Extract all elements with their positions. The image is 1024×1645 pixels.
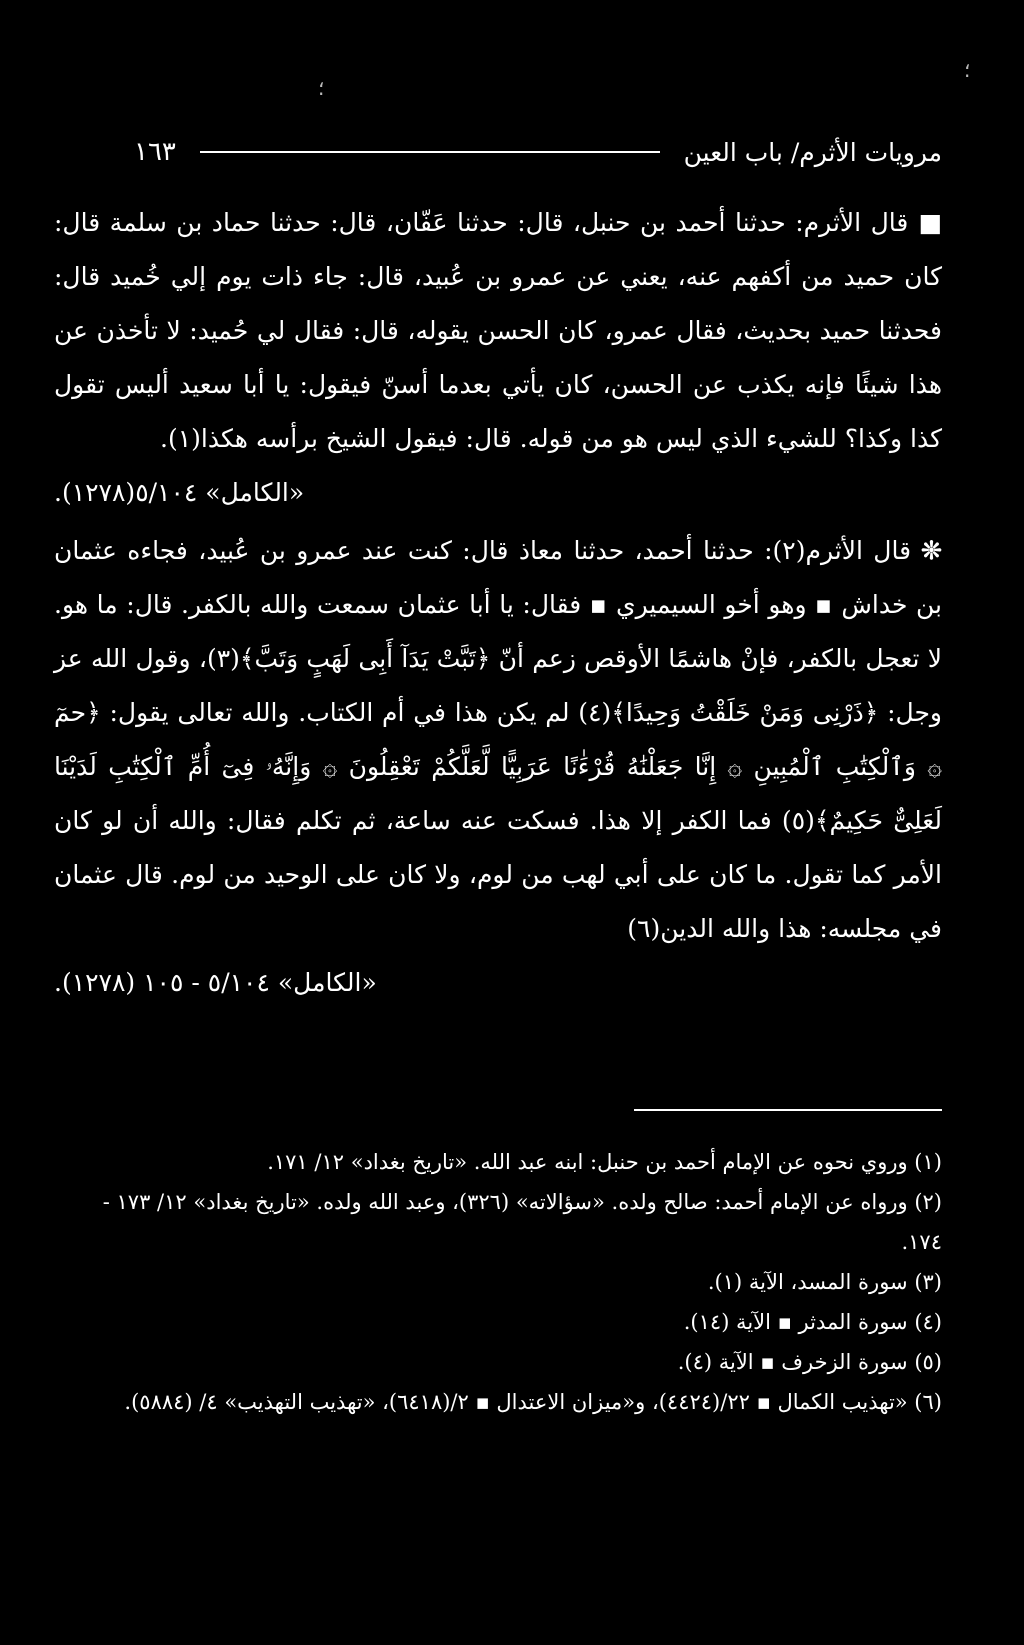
- narration-marker: ❊: [921, 536, 942, 565]
- footnote: (٦) «تهذيب الكمال ▪ ٢٢/(٤٤٢٤)، و«ميزان الاعتدال ▪ ٢/(٦٤١٨)، «تهذيب التهذيب» ٤/ (٥٨٨٤).: [124, 1390, 942, 1414]
- narration-paragraph: [54, 524, 942, 1010]
- running-header: [134, 132, 942, 172]
- footnote: (١) وروي نحوه عن الإمام أحمد بن حنبل: ابنه عبد الله. «تاريخ بغداد» ١٢/ ١٧١.: [267, 1150, 942, 1174]
- footnote: (٤) سورة المدثر ▪ الآية (١٤).: [683, 1310, 942, 1334]
- running-title: مرويات الأثرم/ باب العين: [683, 137, 942, 167]
- source-reference: «الكامل» ٥/١٠٤ - ١٠٥ (١٢٧٨).: [54, 968, 377, 997]
- main-text: [54, 196, 942, 1014]
- scan-speck-top-center: ؛: [318, 76, 325, 100]
- scan-speck-top-right: ؛: [964, 58, 971, 82]
- narration-marker: ■: [918, 208, 942, 237]
- narration-paragraph: [54, 196, 942, 520]
- footnote-separator: [634, 1109, 942, 1111]
- source-reference: «الكامل» ٥/١٠٤(١٢٧٨).: [54, 478, 305, 507]
- narration-text: قال الأثرم: حدثنا أحمد بن حنبل، قال: حدثنا عَفّان، قال: حدثنا حماد بن سلمة قال: كان حميد من أكفهم عنه، يعني عن عمرو بن عُبيد، قال: جاء ذات يوم إلي خُميد قال: فحدثنا حميد بحديث، فقال عمرو، كان الحسن يقوله، قال: فقال لي حُميد: لا تأخذن عن هذا شيئًا فإنه يكذب عن الحسن، كان يأتي بعدما أسنّ فيقول: يا أبا سعيد أليس تقول كذا وكذا؟ للشيء الذي ليس هو من قوله. قال: فيقول الشيخ برأسه هكذا(١).: [54, 208, 942, 453]
- page-number: ١٦٣: [134, 137, 176, 167]
- narration-text: قال الأثرم(٢): حدثنا أحمد، حدثنا معاذ قال: كنت عند عمرو بن عُبيد، فجاءه عثمان بن خداش ▪ وهو أخو السيميري ▪ فقال: يا أبا عثمان سمعت والله بالكفر. قال: ما هو. لا تعجل بالكفر، فإنْ هاشمًا الأوقص زعم أنّ ﴿تَبَّتْ يَدَآ أَبِى لَهَبٍ وَتَبَّ﴾(٣)، وقول الله عز وجل: ﴿ذَرْنِى وَمَنْ خَلَقْتُ وَحِيدًا﴾(٤) لم يكن هذا في أم الكتاب. والله تعالى يقول: ﴿حمٓ ۞ وَٱلْكِتَٰبِ ٱلْمُبِينِ ۞ إِنَّا جَعَلْنَٰهُ قُرْءَٰنًا عَرَبِيًّا لَّعَلَّكُمْ تَعْقِلُونَ ۞ وَإِنَّهُۥ فِىٓ أُمِّ ٱلْكِتَٰبِ لَدَيْنَا لَعَلِىٌّ حَكِيمٌ﴾(٥) فما الكفر إلا هذا. فسكت عنه ساعة، ثم تكلم فقال: والله أن لو كان الأمر كما تقول. ما كان على أبي لهب من لوم، ولا كان على الوحيد من لوم. قال عثمان في مجلسه: هذا والله الدين(٦): [54, 536, 943, 943]
- header-rule: [200, 151, 660, 153]
- footnote: (٢) ورواه عن الإمام أحمد: صالح ولده. «سؤالاته» (٣٢٦)، وعبد الله ولده. «تاريخ بغداد» ١٢/ ١٧٣ - ١٧٤.: [102, 1190, 942, 1254]
- footnotes: [70, 1142, 942, 1422]
- footnote: (٣) سورة المسد، الآية (١).: [707, 1270, 942, 1294]
- footnote: (٥) سورة الزخرف ▪ الآية (٤).: [677, 1350, 942, 1374]
